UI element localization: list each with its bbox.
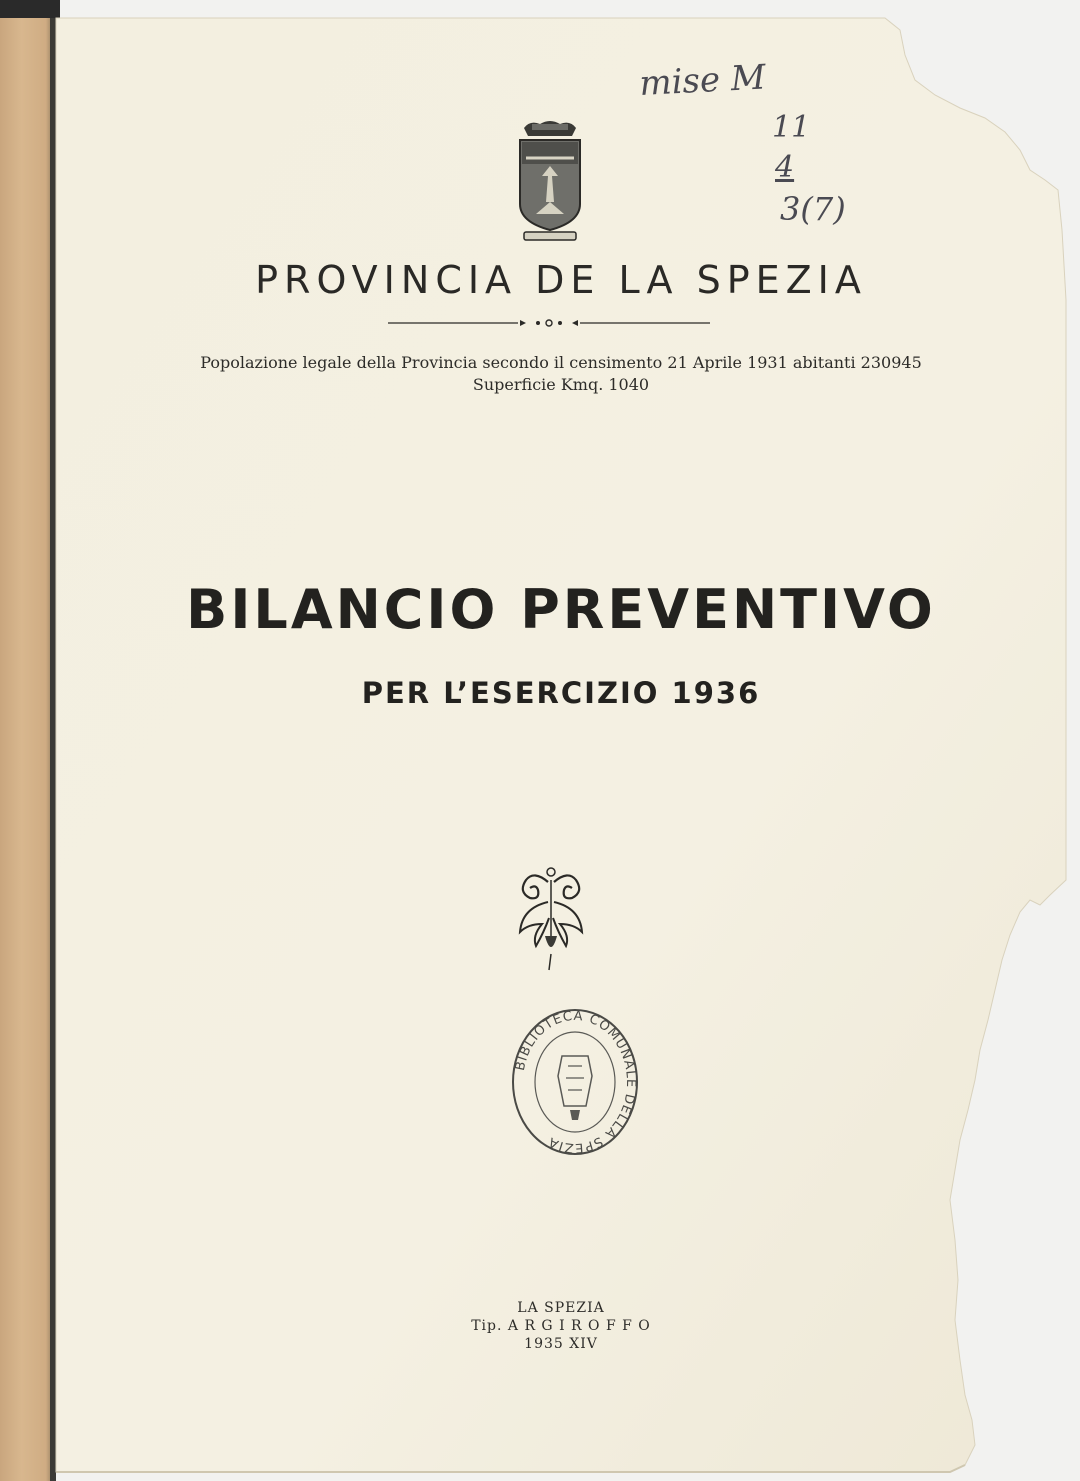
handwriting-line-2: 11 <box>772 110 811 145</box>
handwriting-line-1: mise M <box>638 57 767 104</box>
stamp-text: BIBLIOTECA COMUNALE DELLA SPEZIA <box>512 1008 639 1156</box>
imprint-printer: Tip. A R G I R O F F O <box>471 1318 651 1334</box>
population-line: Popolazione legale della Provincia secondo il censimento 21 Aprile 1931 abitanti 230945 <box>200 353 922 372</box>
decorative-rule <box>388 318 710 328</box>
handwriting-line-4: 3(7) <box>780 190 846 228</box>
imprint-year: 1935 XIV <box>524 1336 598 1352</box>
province-title: PROVINCIA DE LA SPEZIA <box>255 258 867 302</box>
coat-of-arms-icon <box>518 118 582 244</box>
surface-line: Superficie Kmq. 1040 <box>472 375 650 394</box>
handwritten-shelfmark <box>630 55 890 245</box>
handwriting-line-3: 4 <box>775 150 795 185</box>
library-stamp-icon <box>510 1006 640 1156</box>
floral-ornament-icon <box>512 866 590 972</box>
imprint-city: LA SPEZIA <box>517 1300 605 1316</box>
subtitle: PER L’ESERCIZIO 1936 <box>361 676 761 710</box>
main-title: BILANCIO PREVENTIVO <box>186 578 936 641</box>
